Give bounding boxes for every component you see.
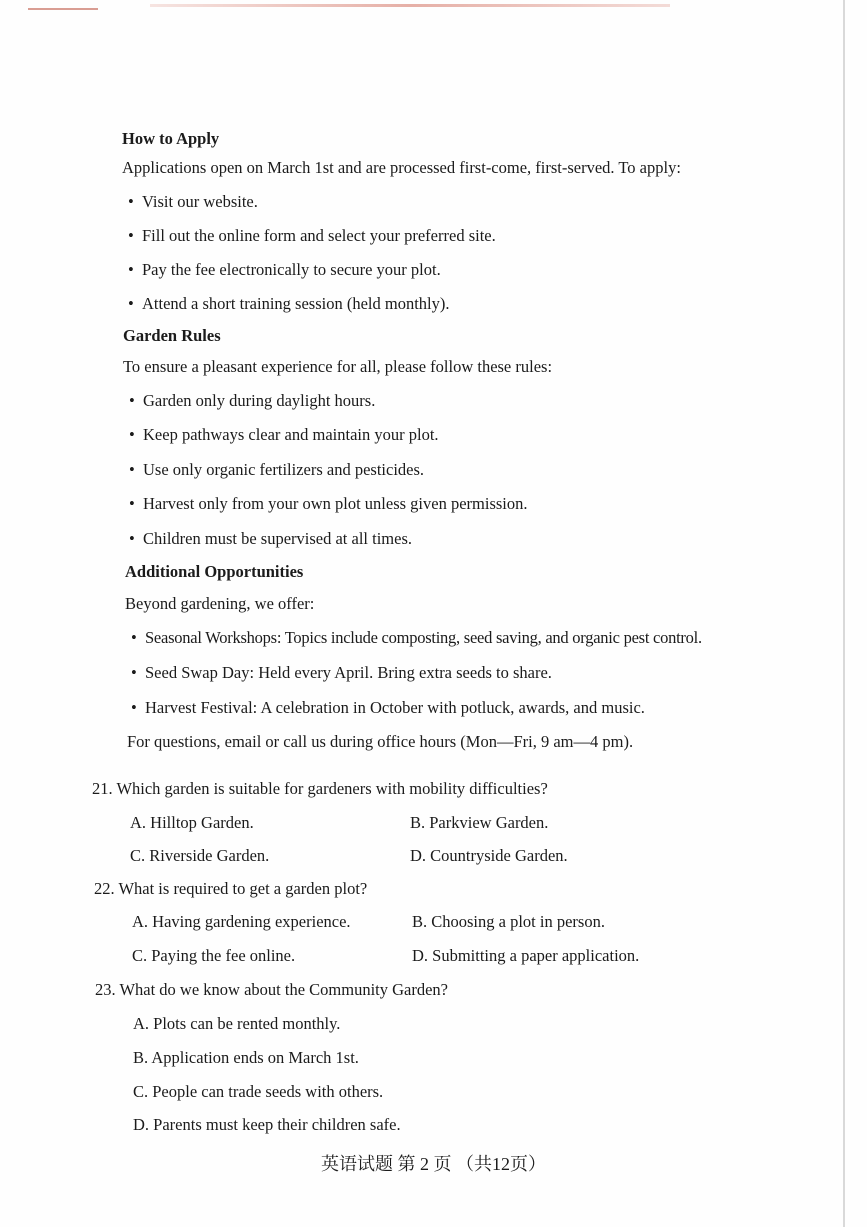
list-item: • Visit our website. — [128, 192, 258, 212]
list-item: • Keep pathways clear and maintain your plot. — [129, 425, 439, 445]
scan-edge-shadow — [843, 0, 845, 1227]
answer-option: D. Parents must keep their children safe. — [133, 1115, 401, 1134]
list-item: • Attend a short training session (held monthly). — [128, 294, 450, 314]
answer-option: C. Paying the fee online. — [132, 946, 296, 965]
answer-option: A. Plots can be rented monthly. — [133, 1014, 341, 1033]
section-intro: To ensure a pleasant experience for all, please follow these rules: — [123, 357, 553, 376]
list-item: • Seasonal Workshops: Topics include composting, seed saving, and organic pest control. — [131, 628, 702, 648]
list-item: • Use only organic fertilizers and pesticides. — [129, 460, 424, 480]
answer-option: B. Parkview Garden. — [410, 813, 549, 832]
section-heading-garden-rules: Garden Rules — [123, 326, 221, 345]
answer-option: D. Submitting a paper application. — [412, 946, 640, 965]
contact-note: For questions, email or call us during office hours (Mon—Fri, 9 am—4 pm). — [127, 732, 634, 751]
answer-option: A. Hilltop Garden. — [130, 813, 254, 832]
question-stem: 21. Which garden is suitable for gardeners with mobility difficulties? — [92, 779, 548, 798]
page-footer: 英语试题 第 2 页 （共12页） — [321, 1154, 546, 1174]
list-item: • Seed Swap Day: Held every April. Bring extra seeds to share. — [131, 663, 552, 683]
list-item: • Children must be supervised at all times. — [129, 529, 412, 549]
section-intro: Beyond gardening, we offer: — [125, 594, 315, 613]
answer-option: A. Having gardening experience. — [132, 912, 351, 931]
question-stem: 22. What is required to get a garden plot? — [94, 879, 368, 898]
scan-artifact-line — [150, 4, 670, 7]
answer-option: D. Countryside Garden. — [410, 846, 568, 865]
section-intro: Applications open on March 1st and are processed first-come, first-served. To apply: — [122, 158, 681, 177]
list-item: • Harvest only from your own plot unless given permission. — [129, 494, 528, 514]
list-item: • Garden only during daylight hours. — [129, 391, 375, 411]
answer-option: B. Application ends on March 1st. — [133, 1048, 359, 1067]
scan-artifact-mark — [28, 8, 98, 10]
section-heading-how-to-apply: How to Apply — [122, 129, 220, 148]
list-item: • Fill out the online form and select your preferred site. — [128, 226, 496, 246]
answer-option: C. Riverside Garden. — [130, 846, 270, 865]
section-heading-additional-opportunities: Additional Opportunities — [125, 562, 304, 581]
list-item: • Harvest Festival: A celebration in October with potluck, awards, and music. — [131, 698, 645, 718]
list-item: • Pay the fee electronically to secure your plot. — [128, 260, 441, 280]
question-stem: 23. What do we know about the Community Garden? — [95, 980, 449, 999]
answer-option: B. Choosing a plot in person. — [412, 912, 605, 931]
answer-option: C. People can trade seeds with others. — [133, 1082, 384, 1101]
